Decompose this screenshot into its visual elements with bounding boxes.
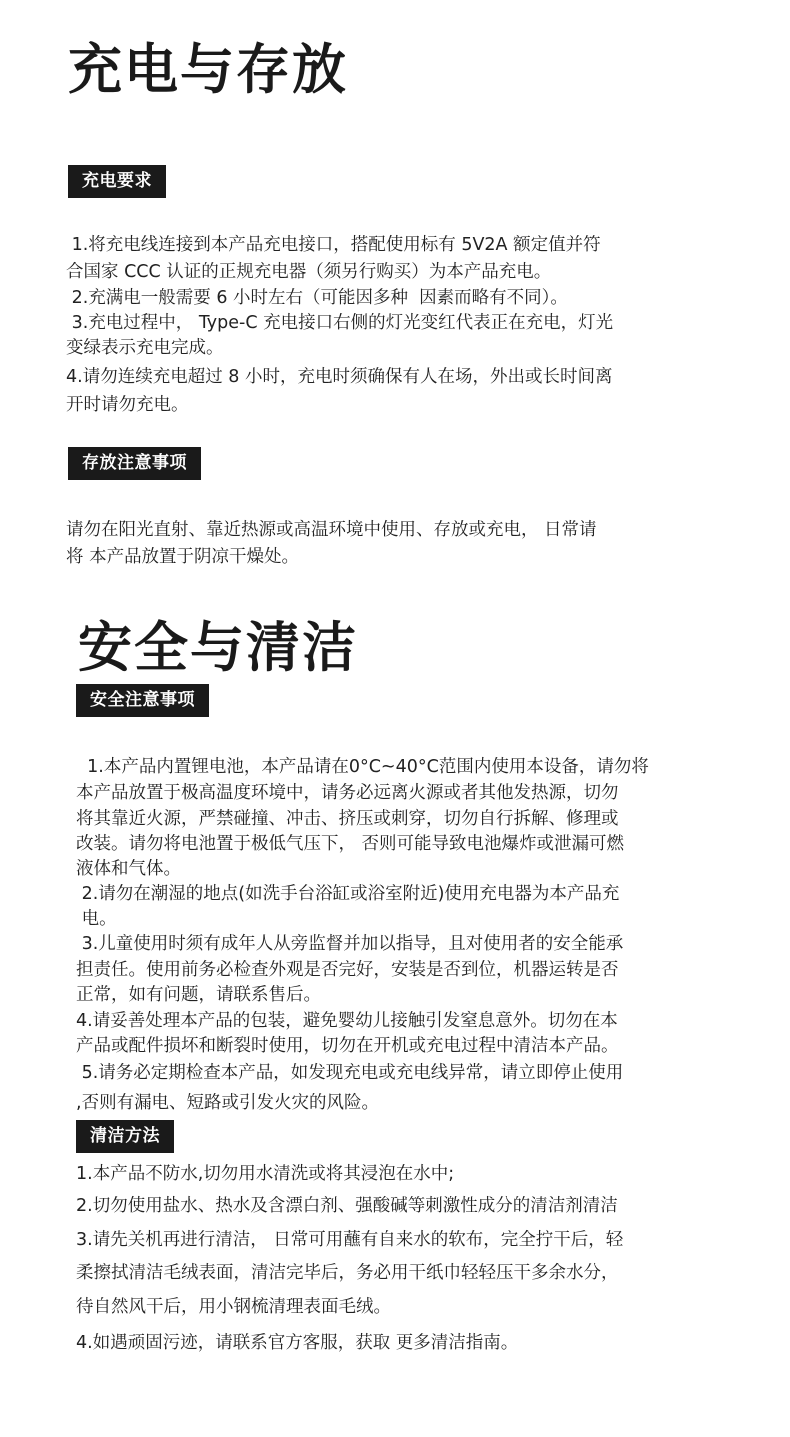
safety-line: 液体和气体。 [76, 859, 181, 879]
charging-line: 开时请勿充电。 [66, 395, 189, 415]
tag-charging-requirements: 充电要求 [68, 165, 166, 198]
cleaning-line: 3.请先关机再进行清洁， 日常可用蘸有自来水的软布，完全拧干后，轻 [76, 1230, 624, 1250]
safety-line: 改装。请勿将电池置于极低气压下， 否则可能导致电池爆炸或泄漏可燃 [76, 834, 625, 854]
storage-line: 请勿在阳光直射、靠近热源或高温环境中使用、存放或充电， 日常请 [66, 520, 597, 540]
safety-line: 2.请勿在潮湿的地点(如洗手台浴缸或浴室附近)使用充电器为本产品充 [76, 884, 620, 904]
cleaning-line: 4.如遇顽固污迹，请联系官方客服，获取 更多清洁指南。 [76, 1333, 519, 1353]
cleaning-line: 1.本产品不防水,切勿用水清洗或将其浸泡在水中; [76, 1164, 455, 1184]
safety-line: 4.请妥善处理本产品的包装，避免婴幼儿接触引发窒息意外。切勿在本 [76, 1011, 618, 1031]
safety-line: 电。 [76, 909, 117, 929]
charging-line: 2.充满电一般需要 6 小时左右（可能因多种 因素而略有不同）。 [66, 288, 568, 308]
section-title-charging-storage: 充电与存放 [68, 38, 348, 101]
charging-line: 3.充电过程中， Type-C 充电接口右侧的灯光变红代表正在充电，灯光 [66, 313, 614, 333]
tag-storage-notes: 存放注意事项 [68, 447, 201, 480]
charging-line: 合国家 CCC 认证的正规充电器（须另行购买）为本产品充电。 [66, 262, 552, 282]
cleaning-line: 待自然风干后，用小钢梳清理表面毛绒。 [76, 1297, 391, 1317]
safety-line: 本产品放置于极高温度环境中，请务必远离火源或者其他发热源，切勿 [76, 783, 619, 803]
safety-line: 将其靠近火源，严禁碰撞、冲击、挤压或刺穿，切勿自行拆解、修理或 [76, 809, 619, 829]
charging-line: 变绿表示充电完成。 [66, 338, 224, 358]
section-title-safety-cleaning: 安全与清洁 [78, 616, 358, 679]
safety-line: ,否则有漏电、短路或引发火灾的风险。 [76, 1093, 380, 1113]
storage-line: 将 本产品放置于阴凉干燥处。 [66, 547, 300, 567]
tag-cleaning-method: 清洁方法 [76, 1120, 174, 1153]
safety-line: 5.请务必定期检查本产品，如发现充电或充电线异常，请立即停止使用 [76, 1063, 624, 1083]
safety-line: 1.本产品内置锂电池，本产品请在0°C~40°C范围内使用本设备，请勿将 [76, 757, 649, 777]
cleaning-line: 柔擦拭清洁毛绒表面，清洁完毕后，务必用干纸巾轻轻压干多余水分， [76, 1263, 619, 1283]
safety-line: 担责任。使用前务必检查外观是否完好，安装是否到位，机器运转是否 [76, 960, 619, 980]
charging-line: 1.将充电线连接到本产品充电接口，搭配使用标有 5V2A 额定值并符 [66, 235, 601, 255]
safety-line: 3.儿童使用时须有成年人从旁监督并加以指导，且对使用者的安全能承 [76, 934, 624, 954]
tag-safety-notes: 安全注意事项 [76, 684, 209, 717]
cleaning-line: 2.切勿使用盐水、热水及含漂白剂、强酸碱等刺激性成分的清洁剂清洁 [76, 1196, 618, 1216]
safety-line: 产品或配件损坏和断裂时使用，切勿在开机或充电过程中清洁本产品。 [76, 1036, 619, 1056]
charging-line: 4.请勿连续充电超过 8 小时，充电时须确保有人在场，外出或长时间离 [66, 367, 613, 387]
safety-line: 正常，如有问题，请联系售后。 [76, 985, 321, 1005]
